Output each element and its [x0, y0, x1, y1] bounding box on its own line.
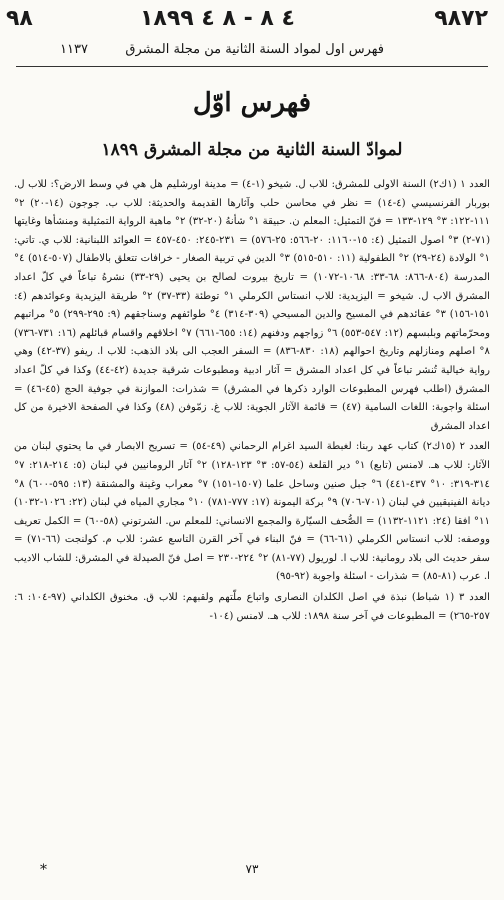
handwritten-number-left: ٩٨ — [6, 6, 33, 31]
issue-3-paragraph: العدد ٣ (١ شباط) نبذة في اصل الكلدان النصارى واتباع ملّتهم ولقبهم: للاب ق. مخنوق الكلداني (٩٧-١٠٤: ٦: ٢٥٧-٢٦٥) = المطبوعات في آخر سنة ١٨٩٨: للاب هـ. لامنس (١٠٤- — [14, 592, 490, 622]
handwritten-date: ٤ ٨ - ٨ ٤ ١٨٩٩ — [140, 6, 295, 31]
issue-2-paragraph: العدد ٢ (١٥ك٢) كتاب عهد ربنا: لغبطة السيد اغرام الرحماني (٤٩-٥٤) = تسريح الابصار في ما يحتوي لبنان من الآثار: للاب هـ. لامنس (تابع) ١° دير القلعة (٥٤-٥٧: ٣° ١٢٣-١٢٨) ٢° آثار الرومانيين في لبنان (٥: ٢١٤-٢١٨: ٧° ٣١٤-٣١٩: ١٠° ٤٣٧-٤٤١) ٦° جبل صنين وساحل علما (١٥٠٧-١٥١) ٧° معراب وغينة والمشنقة (١٣: ٥٩٥-٦٠٠) ٨° ديانة الفينيقيين في لبنان (٧٠١-٧٠٦) ٩° بركة اليمونة (١٧: ٧٧٧-٧٨١) ١٠° مجاري المياه في لبنان (٢٢: ١٠٢٦-١٠٣٢) ١١° افقا (٢٤: ١١٢١-١١٣٢) = الصُّحف السيّارة والمجمع الانساني: للمعلم س. الشرتوني (٥٨-٦٠) = الكمل تعريف ووصفه: للاب انستاس الكرملي (٦١-٦٦) = فنّ البناء في آخر القرن التاسع عشر: للاب م. كولنجت (٦٦-٧١) = سفر حديث الى بلاد رومانية: للاب ا. لوريول (٧٧-٨١) ٢° ٢٢٤-٢٣٠ = اصل فنّ الصيدلة في المشرق: للشاب الاديب ا. عرب (٨١-٨٥) = شذرات - اسئلة واجوبة (٩٢-٩٥) — [14, 441, 491, 583]
issue-1-paragraph: العدد ١ (١ك٢) السنة الاولى للمشرق: للاب ل. شيخو (١-٤) = مدينة اورشليم هل هي في وسط الارض؟: للاب ل. بوربار الفرنسيسي (٤-١٤) = نظر في محاسن حلب وآثارها القديمة والحديثة: للاب ب. جوجون (١٤-٢٠) ٢° ١١١-١٢٢: ٣° ١٢٩-١٣٣ = فنّ التمثيل: المعلم ن. حبيقة ١° شأنهُ (٢٠-٣٢) ٢° ماهية الرواية التمثيلية ومنشأها وغايتها (٧١-٢) ٣° اصول التمثيل (٤: ١٥-١١٦٠: ٢٠-٥٦٦: ٢٥-٥٧٦) = ٢٣١-٢٤٥: ٤٥٠-٤٥٧ = العوائد اللبنانية: للاب ي. تاتي: ١° الولادة (٢٤-٢٩) ٢° الطفولية (١١: ٥١٠-٥١٥) ٣° الدين في تربية الصغار - خرافات تتعلق بالاطفال (٥٠٧-٥١٤) ٤° المدرسة (٨٠٤-٨٦٦: ٦٨-٣٣: ١٠٦٨-١٠٧٢) = تاريخ بيروت لصالح بن يحيى (٢٩-٣٣) نشرهُ تباعاً في كلّ اعداد المشرق الاب ل. شيخو = اليزيدية: للاب انستاس الكرملي ١° توطئة (٣٣-٣٧) ٢° طريقة اليزيدية وعوائدهم (٤: ١٥١-١٥٦) ٣° عقائدهم في المسيح والدين المسيحي (٣٠٩-٣١٤) ٤° طوائفهم وسناجقهم (٩: ٢٩٥-٢٩٩) ٥° مراتبهم ومحرّماتهم وبلبسهم (١٢: ٥٤٧-٥٥٣) ٦° زواجهم ودفنهم (١٤: ٦٥٥-٦٦١) ٧° اخلاقهم واقسام قبائلهم (١٦: ٧٣١-٧٣٦) ٨° اصلهم ومنازلهم وتاريخ احوالهم (١٨: ٨٣٠-٨٣٦) = السفر العجب الى بلاد الذهب: للاب ا. ريفو (٣٧-٤٢) وهي رواية خيالية تُنشر تباعاً في كل اعداد المشرق = آثار ادبية ومطبوعات شرقية جديدة (٤٢-٤٤) وكذا في كلّ اعداد المشرق (اطلب فهرس المطبوعات الوارد ذكرها في المشرق) = شذرات: الموازنة في جوفية الحج (٤٥-٤٦) = اسئلة واجوبة: اللغات السامية (٤٧) = قائمة الآثار الجوية: للاب غ. زمّوفن (٤٨) وكذا في الصفحة الاخيرة من كل اعداد المشرق — [14, 179, 491, 432]
running-head-title: فهرس اول لمواد السنة الثانية من مجلة المشرق — [125, 42, 384, 57]
index-body — [14, 176, 490, 626]
running-head-page-number: ١١٣٧ — [60, 42, 88, 57]
index-subtitle: لموادّ السنة الثانية من مجلة المشرق ١٨٩٩ — [101, 140, 403, 160]
header-rule — [16, 66, 488, 67]
page-folio: ٧٣ — [245, 862, 259, 876]
running-head — [0, 42, 504, 64]
handwritten-number-right: ٩٨٧٢ — [434, 6, 488, 31]
footer-mark: * — [40, 862, 47, 878]
index-title: فهرس اوّل — [192, 88, 312, 118]
